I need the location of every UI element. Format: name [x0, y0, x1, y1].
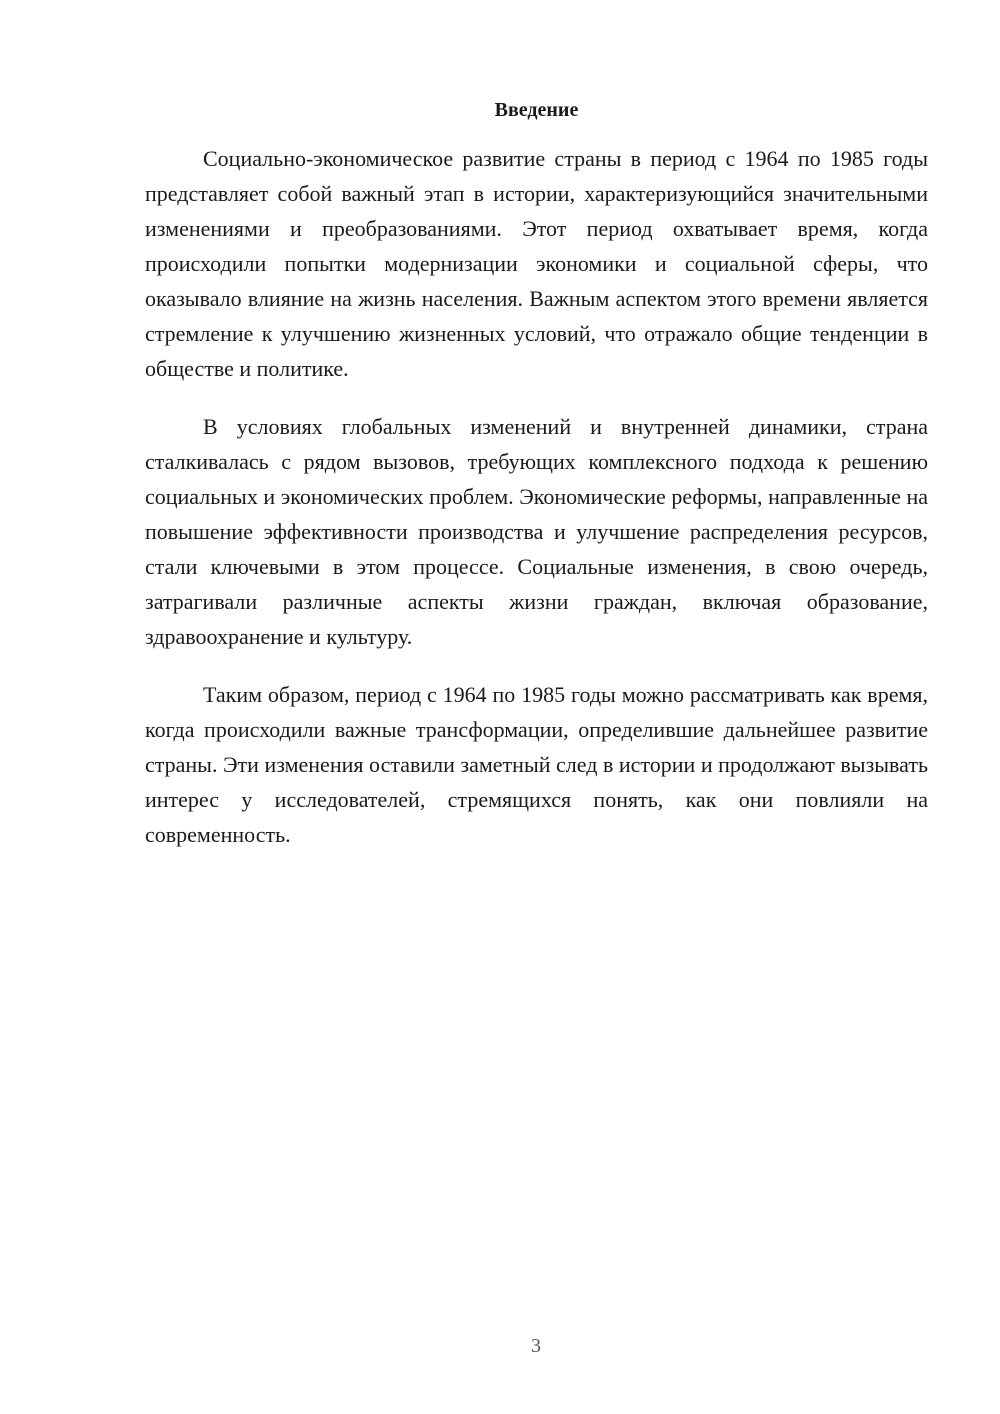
section-title: Введение: [494, 99, 579, 121]
paragraph-1: Социально-экономическое развитие страны в период с 1964 по 1985 годы представляет собой важный этап в истории, характеризующийся значительными изменениями и преобразованиями. Этот период охватывает время, когда происходили попытки модернизации экономики и социальной сферы, что оказывало влияние на жизнь населения. Важным аспектом этого времени является стремление к улучшению жизненных условий, что отражало общие тенденции в обществе и политике.: [145, 146, 928, 381]
paragraph-3: Таким образом, период с 1964 по 1985 годы можно рассматривать как время, когда происходили важные трансформации, определившие дальнейшее развитие страны. Эти изменения оставили заметный след в истории и продолжают вызывать интерес у исследователей, стремящихся понять, как они повлияли на современность.: [145, 682, 928, 847]
page-number: 3: [531, 1335, 541, 1357]
page-content: [145, 95, 928, 875]
paragraph-2: В условиях глобальных изменений и внутренней динамики, страна сталкивалась с рядом вызовов, требующих комплексного подхода к решению социальных и экономических проблем. Экономические реформы, направленные на повышение эффективности производства и улучшение распределения ресурсов, стали ключевыми в этом процессе. Социальные изменения, в свою очередь, затрагивали различные аспекты жизни граждан, включая образование, здравоохранение и культуру.: [145, 414, 928, 649]
